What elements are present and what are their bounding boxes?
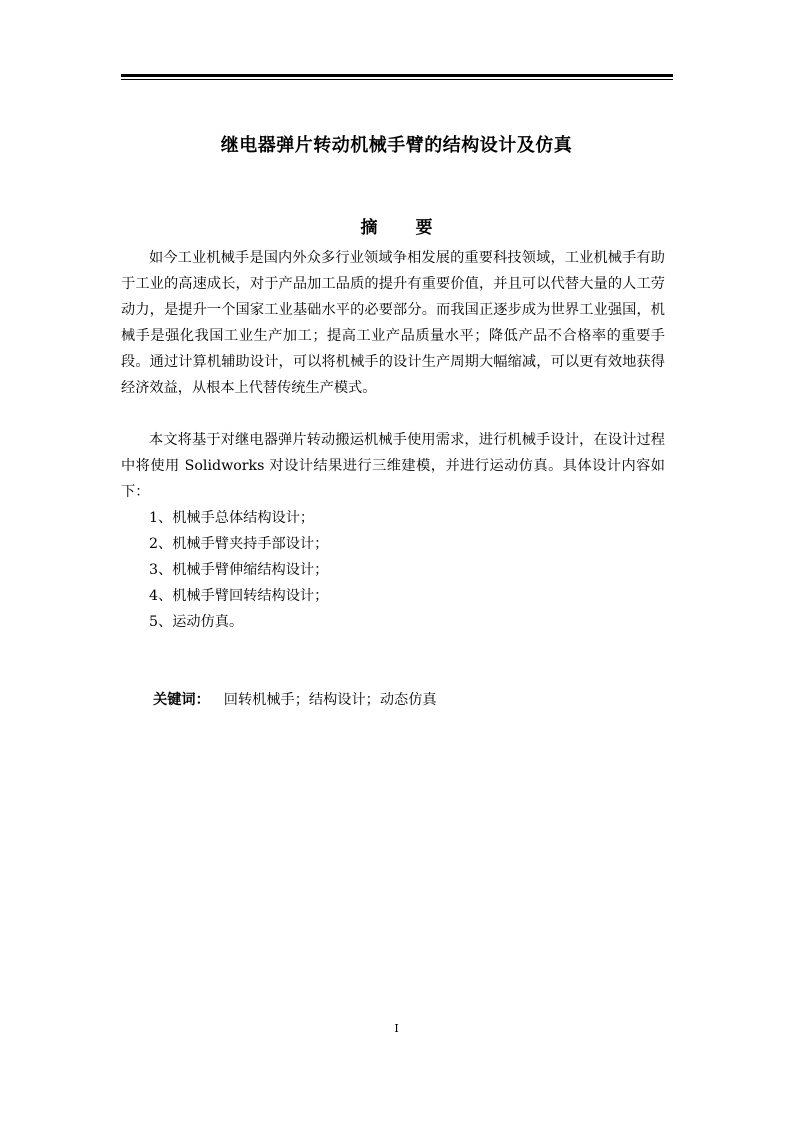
keywords-line [153, 689, 437, 709]
document-title: 继电器弹片转动机械手臂的结构设计及仿真 [220, 135, 573, 156]
keywords-value: 回转机械手；结构设计；动态仿真 [223, 692, 437, 708]
abstract-paragraph: 如今工业机械手是国内外众多行业领域争相发展的重要科技领域，工业机械手有助于工业的高速成长，对于产品加工品质的提升有重要价值，并且可以代替大量的人工劳动力，是提升一个国家工业基础水平的必要部分。而我国正逐步成为世界工业强国，机械手是强化我国工业生产加工；提高工业产品质量水平；降低产品不合格率的重要手段。通过计算机辅助设计，可以将机械手的设计生产周期大幅缩减，可以更有效地获得经济效益，从根本上代替传统生产模式。 [121, 250, 665, 396]
list-item: 1、机械手总体结构设计； [149, 510, 315, 526]
keywords-label: 关键词： [153, 692, 210, 708]
list-item: 5、运动仿真。 [149, 614, 244, 630]
page-number: I [394, 1022, 399, 1035]
abstract-paragraph-2-block [121, 427, 665, 505]
list-item: 2、机械手臂夹持手部设计； [149, 536, 329, 552]
header-rule-thick [121, 74, 673, 77]
abstract-paragraph-1-block [121, 245, 665, 401]
header-rule-thin [121, 79, 673, 80]
abstract-paragraph: 本文将基于对继电器弹片转动搬运机械手使用需求，进行机械手设计，在设计过程中将使用 Solidworks 对设计结果进行三维建模，并进行运动仿真。具体设计内容如下： [121, 432, 665, 500]
design-content-list [149, 505, 328, 635]
list-item: 4、机械手臂回转结构设计； [149, 588, 329, 604]
list-item: 3、机械手臂伸缩结构设计； [149, 562, 329, 578]
abstract-heading: 摘 要 [360, 218, 449, 238]
